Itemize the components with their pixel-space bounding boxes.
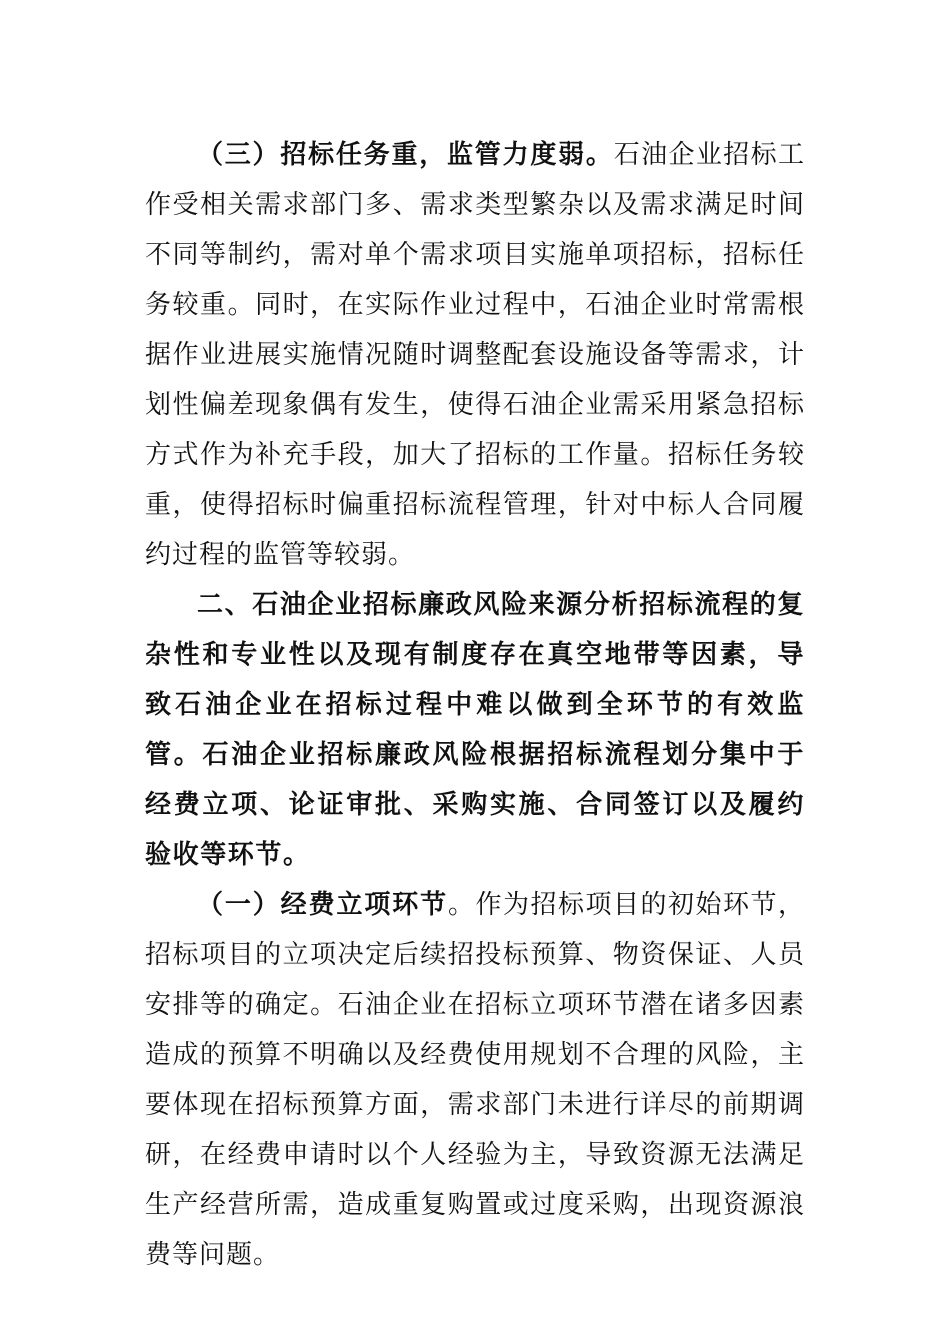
section-heading-text: 二、石油企业招标廉政风险来源分析招标流程的复杂性和专业性以及现有制度存在真空地带等因素，导致石油企业在招标过程中难以做到全环节的有效监管。石油企业招标廉政风险根据招标流程划分集中于经费立项、论证审批、采购实施、合同签订以及履约验收等环节。 — [145, 590, 805, 870]
paragraph-heading: （一）经费立项环节 — [197, 890, 449, 920]
paragraph-heading: （三）招标任务重，监管力度弱。 — [197, 140, 614, 170]
paragraph-body: 石油企业招标工作受相关需求部门多、需求类型繁杂以及需求满足时间不同等制约，需对单个需求项目实施单项招标，招标任务较重。同时，在实际作业过程中，石油企业时常需根据作业进展实施情况随时调整配套设施设备等需求，计划性偏差现象偶有发生，使得石油企业需采用紧急招标方式作为补充手段，加大了招标的工作量。招标任务较重，使得招标时偏重招标流程管理，针对中标人合同履约过程的监管等较弱。 — [145, 140, 805, 570]
document-page — [145, 130, 805, 1280]
paragraph-funding-approval — [145, 880, 805, 1280]
paragraph-bidding-workload — [145, 130, 805, 580]
paragraph-body: 。作为招标项目的初始环节，招标项目的立项决定后续招投标预算、物资保证、人员安排等的确定。石油企业在招标立项环节潜在诸多因素造成的预算不明确以及经费使用规划不合理的风险，主要体现在招标预算方面，需求部门未进行详尽的前期调研，在经费申请时以个人经验为主，导致资源无法满足生产经营所需，造成重复购置或过度采购，出现资源浪费等问题。 — [145, 890, 805, 1270]
section-heading-risk-sources — [145, 580, 805, 880]
